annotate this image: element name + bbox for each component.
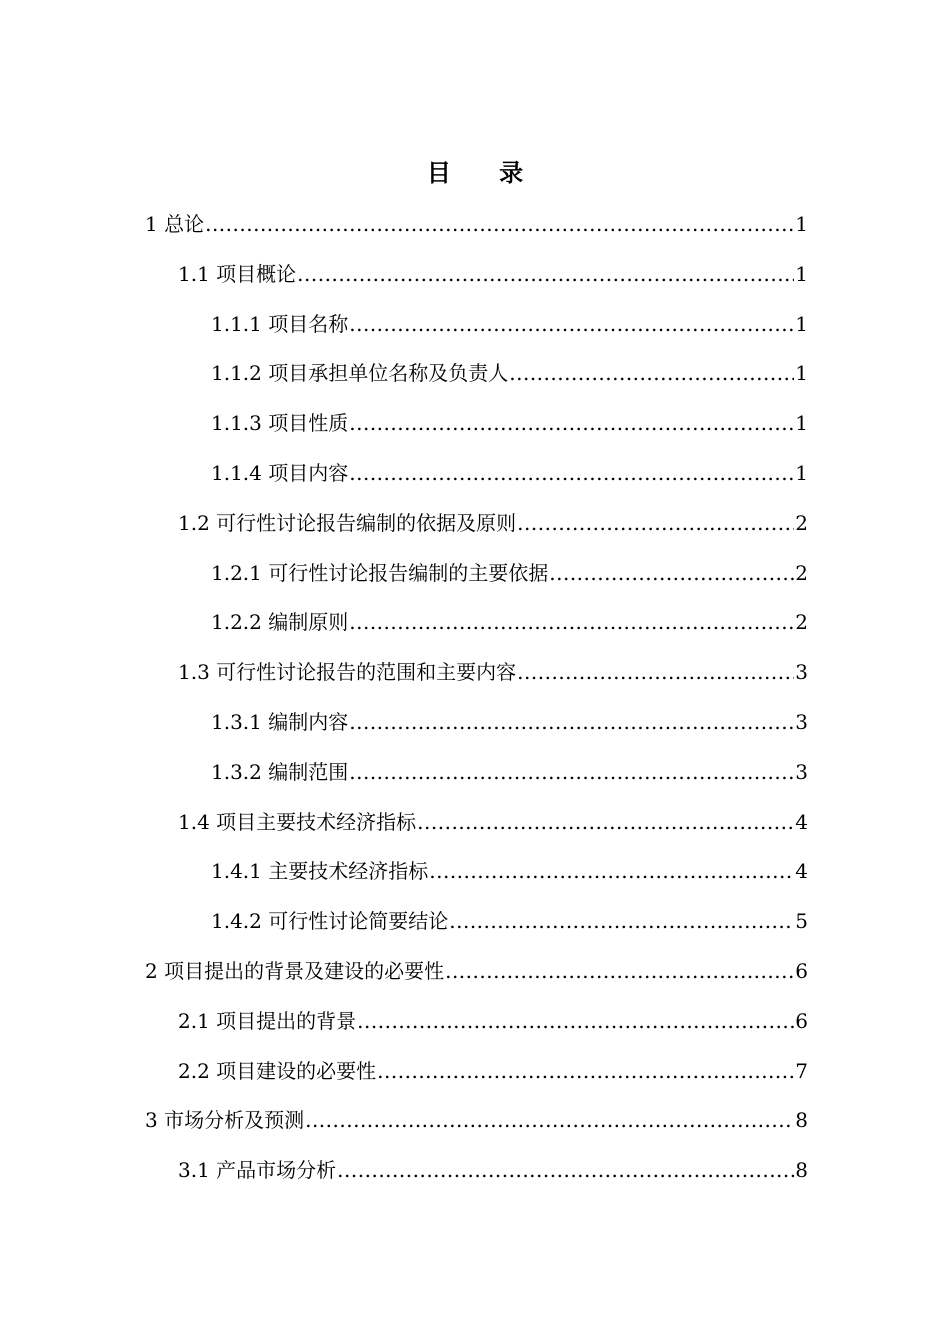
toc-list [145,200,808,1196]
toc-dot-leader [417,798,794,848]
toc-entry[interactable] [145,1096,808,1146]
toc-entry-label: 1.1.2 项目承担单位名称及负责人 [211,361,509,386]
toc-entry-label: 1.4.2 可行性讨论简要结论 [211,909,449,934]
toc-page-number: 1 [795,411,808,436]
toc-entry[interactable] [145,598,808,648]
toc-entry-label: 1.2 可行性讨论报告编制的依据及原则 [178,510,517,535]
toc-dot-leader [549,549,794,599]
toc-entry-label: 3 市场分析及预测 [145,1108,305,1133]
toc-entry-label: 1.4 项目主要技术经济指标 [178,809,417,834]
toc-entry[interactable] [145,499,808,549]
toc-entry-label: 2 项目提出的背景及建设的必要性 [145,958,445,983]
toc-dot-leader [349,399,794,449]
toc-page-number: 1 [795,261,808,286]
toc-title: 目 录 [426,158,544,187]
toc-entry[interactable] [145,399,808,449]
toc-entry[interactable] [145,897,808,947]
toc-dot-leader [297,250,794,300]
toc-page-number: 1 [795,460,808,485]
toc-entry[interactable] [145,250,808,300]
toc-entry-label: 1.1.1 项目名称 [211,311,349,336]
toc-entry[interactable] [145,698,808,748]
toc-entry[interactable] [145,200,808,250]
toc-entry-label: 1.1.4 项目内容 [211,460,349,485]
toc-page-number: 8 [795,1108,808,1133]
toc-entry[interactable] [145,748,808,798]
toc-entry-label: 1.1.3 项目性质 [211,411,349,436]
toc-dot-leader [349,698,794,748]
toc-entry[interactable] [145,997,808,1047]
toc-entry-label: 1.3 可行性讨论报告的范围和主要内容 [178,660,517,685]
toc-dot-leader [357,997,794,1047]
toc-entry[interactable] [145,349,808,399]
toc-dot-leader [445,947,794,997]
toc-entry[interactable] [145,449,808,499]
toc-dot-leader [305,1096,794,1146]
toc-entry-label: 2.2 项目建设的必要性 [178,1058,377,1083]
toc-dot-leader [377,1047,794,1097]
toc-dot-leader [337,1146,794,1196]
toc-page-number: 2 [795,610,808,635]
toc-page-number: 8 [795,1158,808,1183]
toc-page-number: 1 [795,361,808,386]
toc-page-number: 4 [795,809,808,834]
toc-entry[interactable] [145,549,808,599]
toc-entry[interactable] [145,648,808,698]
toc-page-number: 6 [795,958,808,983]
toc-entry-label: 1.2.2 编制原则 [211,610,349,635]
toc-entry-label: 2.1 项目提出的背景 [178,1008,357,1033]
toc-entry[interactable] [145,300,808,350]
toc-page-number: 3 [795,660,808,685]
toc-entry-label: 3.1 产品市场分析 [178,1158,337,1183]
toc-dot-leader [517,648,794,698]
toc-entry[interactable] [145,1047,808,1097]
toc-page-number: 7 [795,1058,808,1083]
toc-page-number: 2 [795,560,808,585]
toc-dot-leader [349,748,794,798]
toc-entry-label: 1.2.1 可行性讨论报告编制的主要依据 [211,560,549,585]
toc-dot-leader [449,897,794,947]
toc-entry[interactable] [145,947,808,997]
toc-page-number: 1 [795,212,808,236]
toc-dot-leader [517,499,794,549]
toc-entry-label: 1 总论 [145,212,205,236]
toc-dot-leader [349,598,794,648]
toc-dot-leader [509,349,794,399]
toc-page-number: 3 [795,709,808,734]
toc-page-number: 2 [795,510,808,535]
toc-page-number: 4 [795,859,808,884]
toc-entry-label: 1.1 项目概论 [178,261,297,286]
toc-entry-label: 1.3.1 编制内容 [211,709,349,734]
toc-dot-leader [429,847,794,897]
toc-page-number: 6 [795,1008,808,1033]
toc-page-number: 5 [795,909,808,934]
toc-page-number: 1 [795,311,808,336]
toc-dot-leader [349,300,794,350]
toc-page-number: 3 [795,759,808,784]
toc-dot-leader [349,449,794,499]
toc-entry[interactable] [145,1146,808,1196]
toc-entry[interactable] [145,847,808,897]
toc-entry-label: 1.4.1 主要技术经济指标 [211,859,429,884]
toc-dot-leader [205,200,794,250]
toc-entry-label: 1.3.2 编制范围 [211,759,349,784]
toc-entry[interactable] [145,798,808,848]
